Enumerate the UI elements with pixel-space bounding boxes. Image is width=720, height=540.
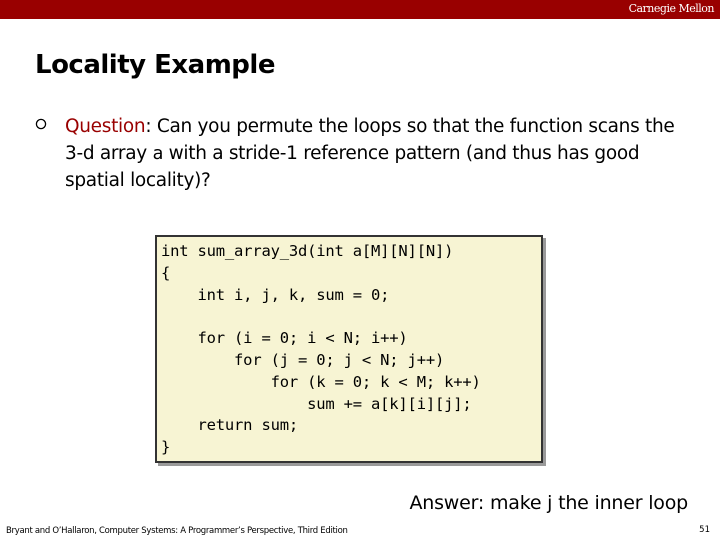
- code-line: for (j = 0; j < N; j++): [161, 350, 445, 369]
- page-number: 51: [699, 525, 710, 535]
- code-line: }: [161, 438, 171, 457]
- code-line: int sum_array_3d(int a[M][N][N]): [161, 242, 454, 260]
- code-line: int i, j, k, sum = 0;: [161, 285, 390, 304]
- code-line: {: [161, 263, 171, 282]
- code-box: [155, 235, 543, 463]
- footer-citation: Bryant and O’Hallaron, Computer Systems: A Programmer’s Perspective, Third Edition: [6, 526, 348, 536]
- code-line: return sum;: [161, 416, 298, 435]
- header-bar: [0, 0, 720, 19]
- hollow-circle-icon: [35, 118, 47, 130]
- code-block: [161, 241, 481, 459]
- code-line: for (i = 0; i < N; i++): [161, 329, 408, 348]
- question-text-part-2: with a stride-1 reference pattern (and thus has good spatial locality)?: [65, 143, 640, 191]
- org-name: Carnegie Mellon: [628, 2, 714, 15]
- slide-title: Locality Example: [35, 50, 275, 80]
- question-text: [65, 113, 680, 194]
- code-line: for (k = 0; k < M; k++): [161, 372, 481, 391]
- answer-text: Answer: make j the inner loop: [409, 492, 688, 514]
- code-line: sum += a[k][i][j];: [161, 394, 472, 413]
- array-name: a: [152, 143, 164, 164]
- question-text-part-1: : Can you permute the loops so that the function scans the 3-d array: [65, 116, 675, 164]
- question-label: Question: [65, 116, 146, 137]
